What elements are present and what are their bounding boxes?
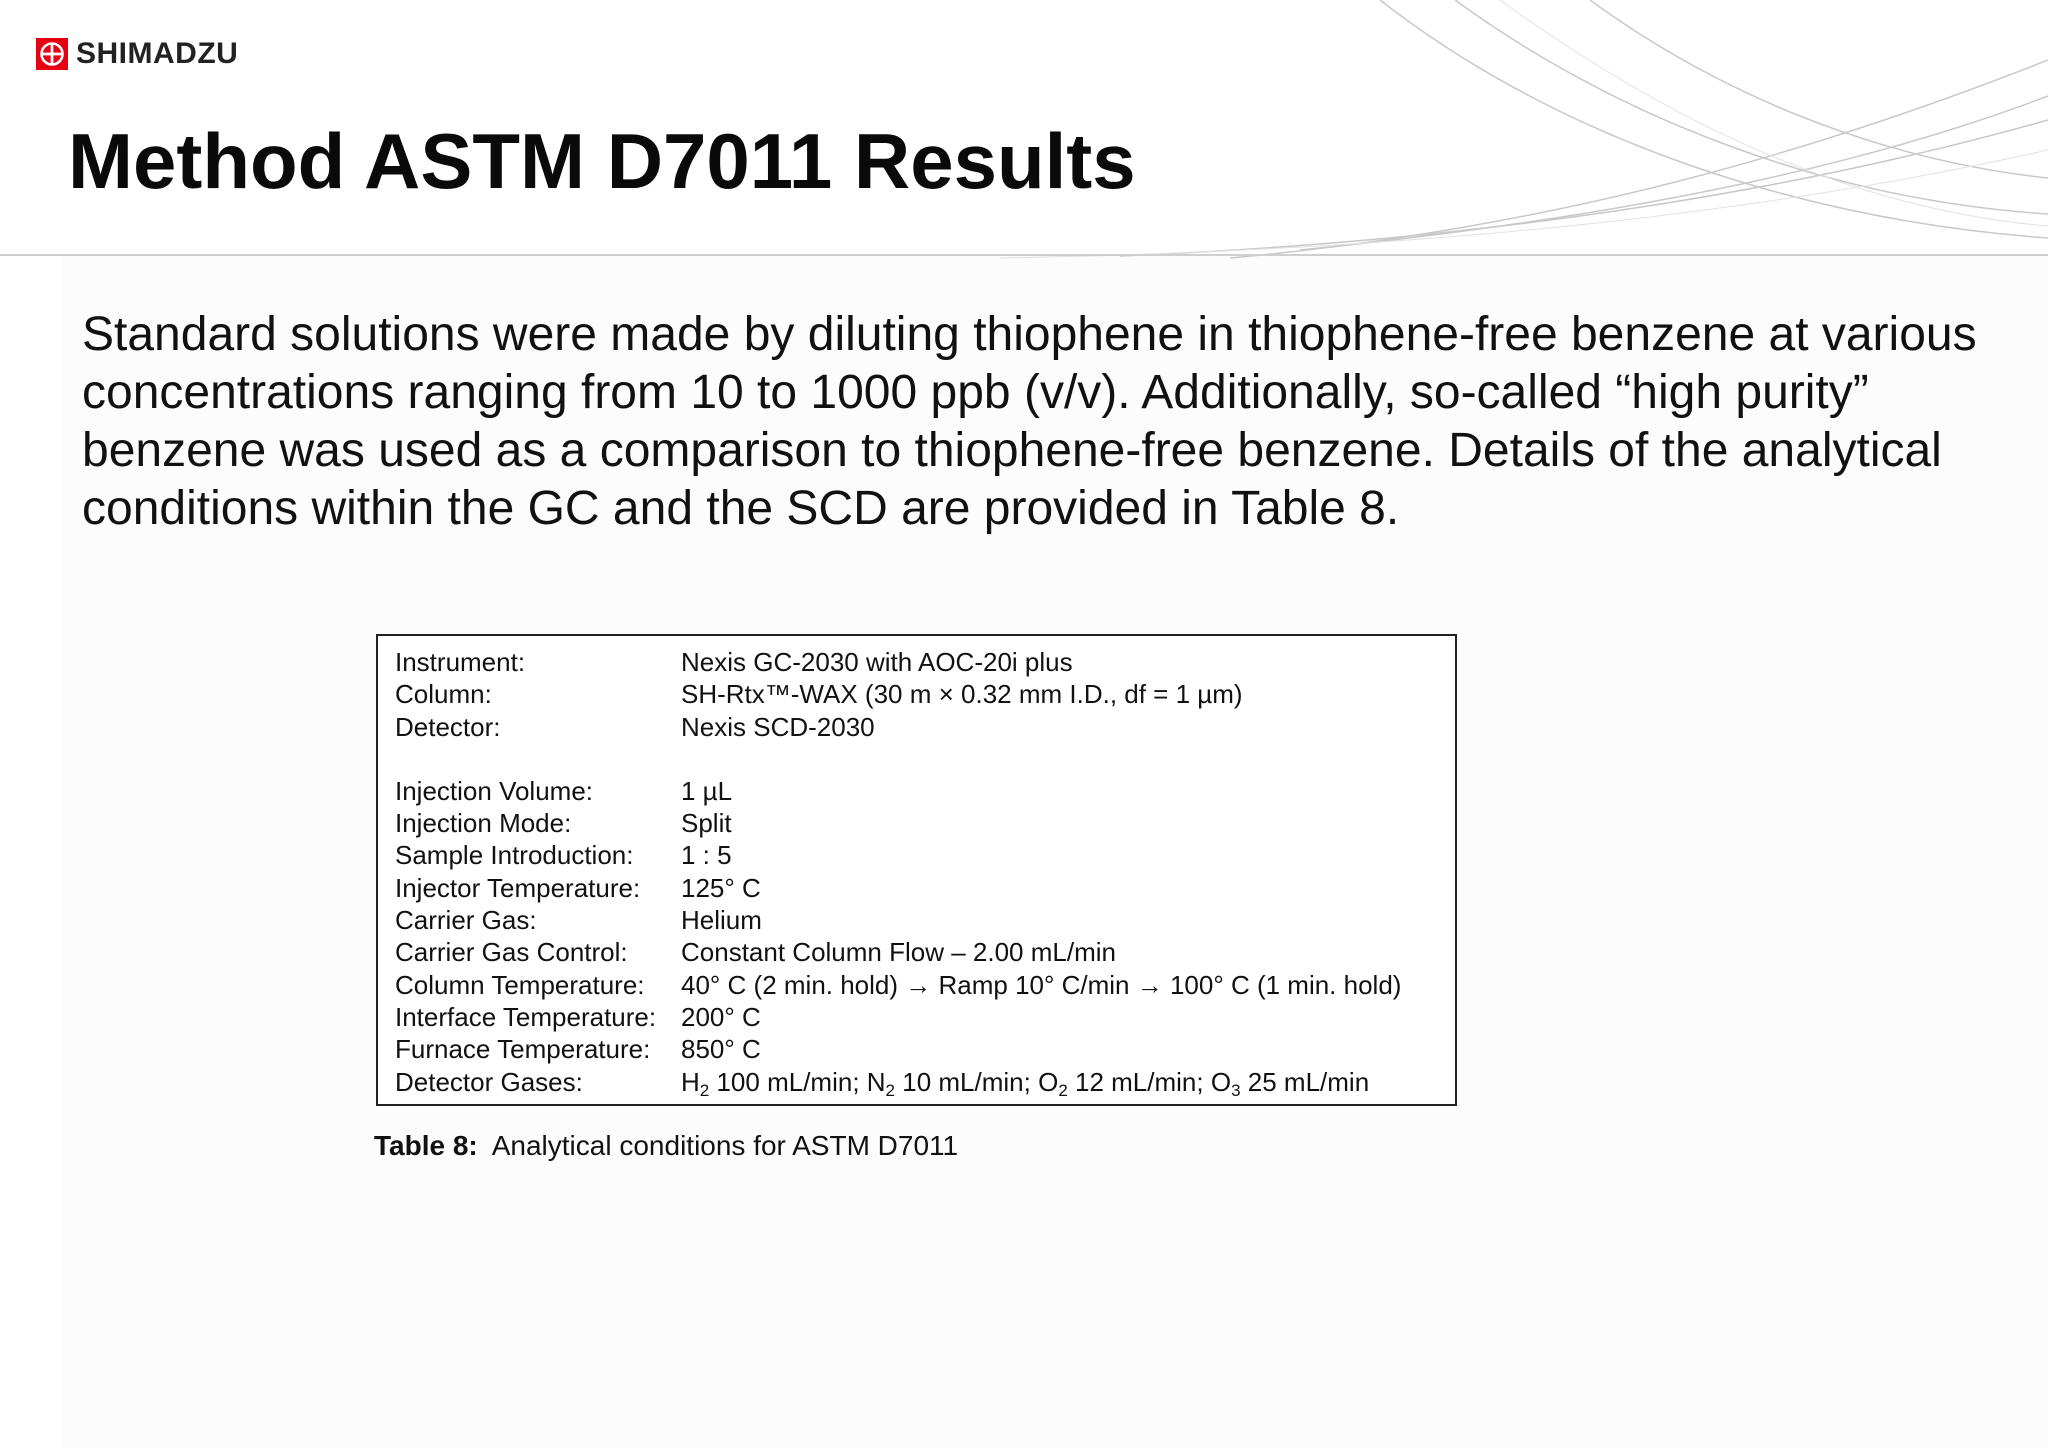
- row-value: 125° C: [681, 872, 761, 903]
- gas-n2-rate: 10 mL/min;: [895, 1066, 1039, 1097]
- row-value: 200° C: [681, 1001, 761, 1032]
- gas-h2-rate: 100 mL/min;: [709, 1066, 867, 1097]
- page-title-main: Method ASTM D7011: [68, 117, 833, 205]
- gas-o3-rate: 25 mL/min: [1240, 1066, 1370, 1097]
- gas-n2-symbol: N: [866, 1066, 886, 1097]
- row-value: Nexis SCD-2030: [681, 711, 875, 742]
- table-row: [395, 969, 1455, 1001]
- table-row: [395, 839, 1455, 871]
- row-value: 850° C: [681, 1034, 761, 1065]
- table-row: [395, 936, 1455, 968]
- row-label: Furnace Temperature:: [395, 1034, 651, 1065]
- row-value: Helium: [681, 905, 762, 936]
- table-row: [395, 646, 1455, 678]
- gas-n2-subscript: 2: [885, 1080, 896, 1100]
- row-label: Injection Volume:: [395, 775, 594, 806]
- row-value: Nexis GC-2030 with AOC-20i plus: [681, 647, 1073, 677]
- table-row: [395, 904, 1455, 936]
- table-row: [395, 1001, 1455, 1033]
- row-label: Interface Temperature:: [395, 1001, 657, 1032]
- row-label: Detector:: [395, 711, 501, 742]
- row-value: 40° C (2 min. hold) → Ramp 10° C/min → 100° C (1 min. hold): [681, 969, 1402, 1000]
- table-row: [395, 678, 1455, 710]
- table-row: [395, 1033, 1455, 1065]
- gas-o2-symbol: O: [1038, 1066, 1059, 1097]
- row-label: Injection Mode:: [395, 808, 572, 839]
- row-label: Column Temperature:: [395, 969, 645, 1000]
- shimadzu-logo-icon: [36, 38, 68, 70]
- body-paragraph: Standard solutions were made by diluting thiophene in thiophene-free benzene at various concentrations ranging from 10 to 1000 ppb (v/v). Additionally, so-called “high purity” benzene was used as a comparison to thiophene-free benzene. Details of the analytical conditions within the GC and the SCD are provided in Table 8.: [82, 308, 1977, 535]
- shimadzu-logo: [36, 38, 238, 70]
- table-row: [395, 711, 1455, 743]
- gas-h2-subscript: 2: [699, 1080, 710, 1100]
- page-title-suffix: Results: [853, 117, 1136, 205]
- table-caption-text: Analytical conditions for ASTM D7011: [491, 1130, 959, 1161]
- row-label: Detector Gases:: [395, 1066, 583, 1097]
- brand-name: SHIMADZU: [76, 37, 239, 70]
- table-row: [395, 1066, 1455, 1098]
- table-row: [395, 807, 1455, 839]
- row-label: Instrument:: [395, 647, 526, 677]
- row-label: Carrier Gas Control:: [395, 937, 628, 968]
- row-value: 1 µL: [681, 775, 733, 806]
- table-caption: [374, 1128, 958, 1164]
- detector-gases-value: [681, 1066, 1369, 1098]
- gas-o2-rate: 12 mL/min;: [1067, 1066, 1211, 1097]
- gas-o3-subscript: 3: [1231, 1080, 1241, 1100]
- row-value: Split: [681, 808, 732, 839]
- gas-o3-symbol: O: [1210, 1066, 1232, 1097]
- row-label: Carrier Gas:: [395, 905, 537, 936]
- row-label: Column:: [395, 679, 492, 710]
- row-value: Constant Column Flow – 2.00 mL/min: [681, 937, 1116, 968]
- page-title: [68, 112, 1136, 210]
- row-label: Injector Temperature:: [395, 872, 641, 903]
- row-label: Sample Introduction:: [395, 840, 634, 871]
- table-row: [395, 872, 1455, 904]
- table-row: [395, 775, 1455, 807]
- row-value: 1 : 5: [681, 840, 732, 871]
- gas-o2-subscript: 2: [1058, 1080, 1068, 1100]
- title-divider: [0, 254, 2048, 256]
- table-caption-label: Table 8:: [374, 1130, 478, 1161]
- row-value: SH-Rtx™-WAX (30 m × 0.32 mm I.D., df = 1 µm): [681, 679, 1243, 710]
- analytical-conditions-table: [376, 634, 1457, 1106]
- gas-h2-symbol: H: [681, 1066, 700, 1097]
